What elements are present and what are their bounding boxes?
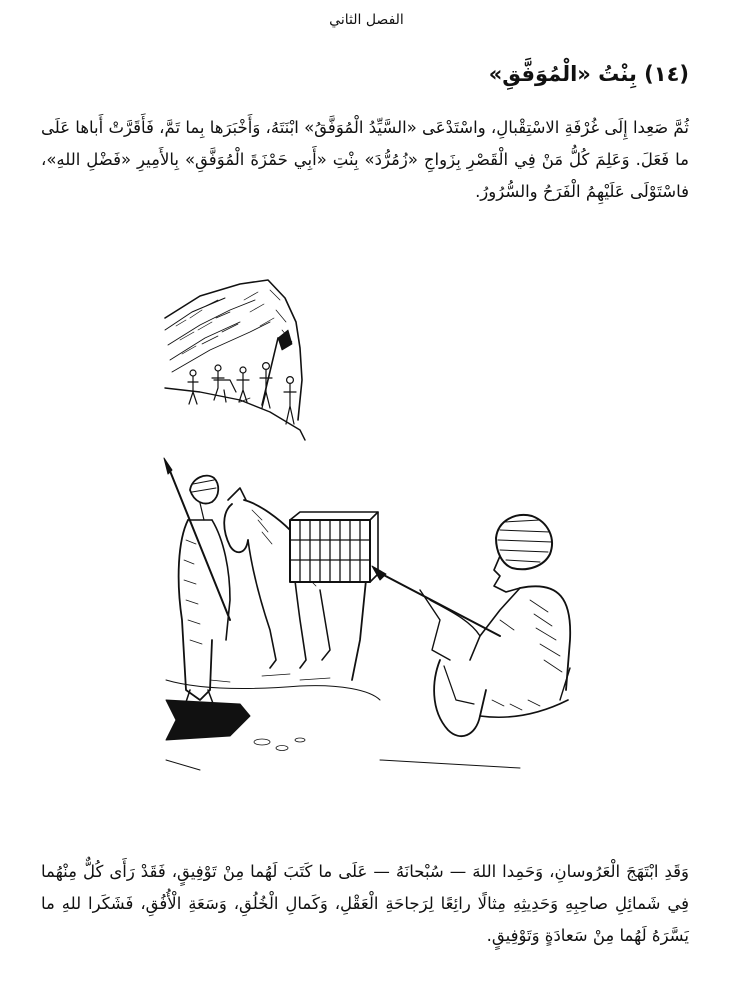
- paragraph-1: ثُمَّ صَعِدا إِلَى غُرْفَةِ الاسْتِقْبالِ، واسْتَدْعَى «السَّيِّدُ الْمُوَفَّقُ» ابْنَتَهُ، وَأَخْبَرَها بِما تَمَّ، فَأَقَرَّتْ أَباها عَلَى ما فَعَلَ. وَعَلِمَ كُلُّ مَنْ فِي الْقَصْرِ بِزَواجِ «زُمُرُّدَ» بِنْتِ «أَبِي حَمْزَةَ الْمُوَفَّقِ» بِالأَمِيرِ «فَضْلِ اللهِ»، فاسْتَوْلَى عَلَيْهِمُ الْفَرَحُ والسُّرُورُ.: [41, 118, 689, 201]
- caravan-scene: [164, 458, 570, 770]
- paragraph-2: وَقَدِ ابْتَهَجَ الْعَرُوسانِ، وَحَمِدا اللهَ — سُبْحانَهُ — عَلَى ما كَتَبَ لَهُما مِنْ تَوْفِيقٍ، فَقَدْ رَأَى كُلٌّ مِنْهُما فِي شَمائِلِ صاحِبِهِ وَحَدِيثِهِ مِثالًا رائِعًا لِرَجاحَةِ الْعَقْلِ، وَكَمالِ الْخُلُقِ، وَسَعَةِ الْأُفُقِ، فَشَكَرا للهِ ما يَسَّرَهُ لَهُما مِنْ سَعادَةٍ وَتَوْفِيقٍ.: [41, 862, 689, 945]
- mountain-vignette: [165, 280, 305, 440]
- chapter-header: الفصل الثاني: [329, 12, 404, 28]
- section-title: (١٤) بِنْتُ «الْمُوَفَّقِ»: [488, 62, 689, 86]
